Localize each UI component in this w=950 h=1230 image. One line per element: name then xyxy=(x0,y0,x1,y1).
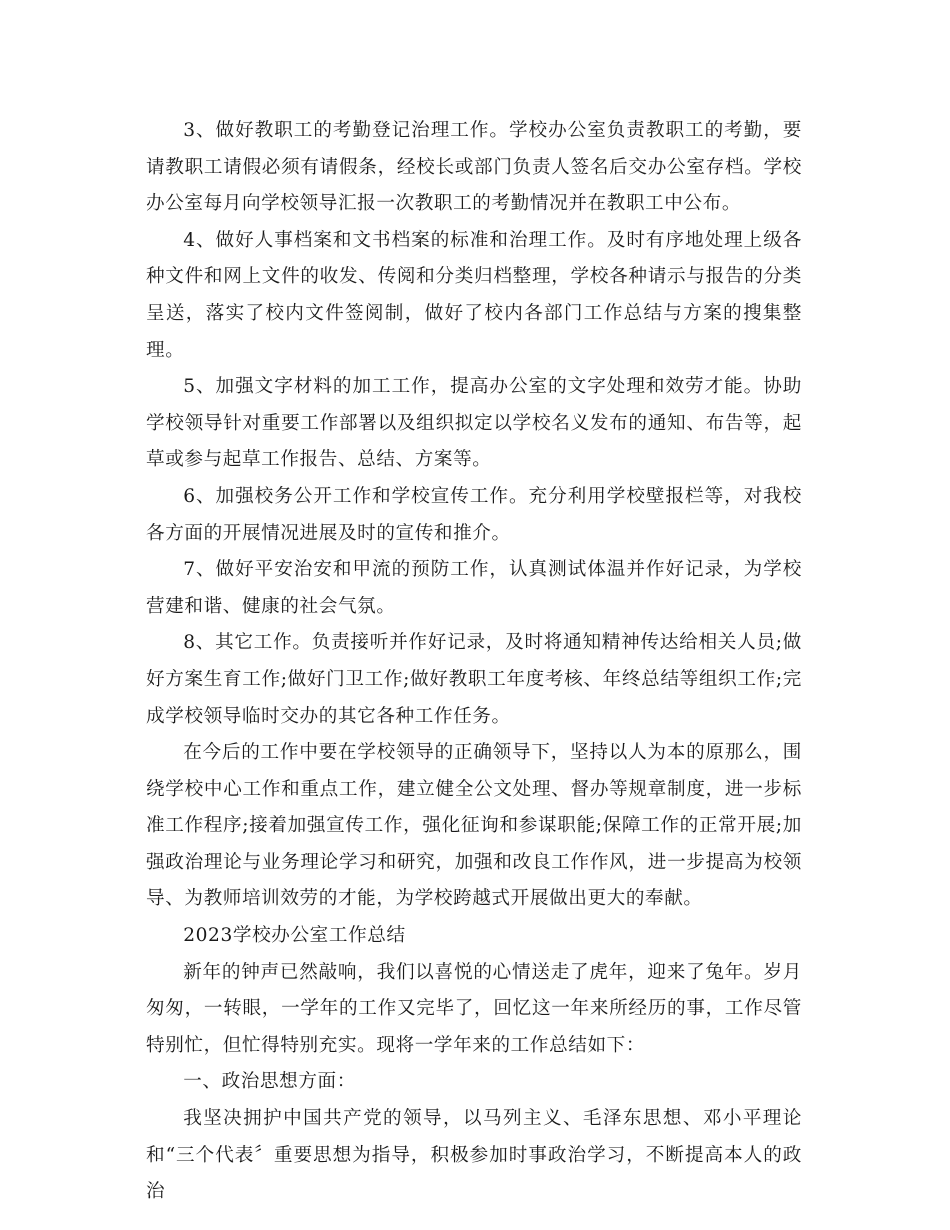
paragraph-other-work: 8、其它工作。负责接听并作好记录，及时将通知精神传达给相关人员;做好方案生育工作;做好门卫工作;做好教职工年度考核、年终总结等组织工作;完成学校领导临时交办的其它各种工作任务。 xyxy=(146,632,802,727)
paragraph-new-year: 新年的钟声已然敲响，我们以喜悦的心情送走了虎年，迎来了兔年。岁月匆匆，一转眼，一学年的工作又完毕了，回忆这一年来所经历的事，工作尽管特别忙，但忙得特别充实。现将一学年来的工作总结如下： xyxy=(146,961,802,1056)
paragraph-future-work: 在今后的工作中要在学校领导的正确领导下，坚持以人为本的原那么，围绕学校中心工作和重点工作，建立健全公文处理、督办等规章制度，进一步标准工作程序;接着加强宣传工作，强化征询和参谋职能;保障工作的正常开展;加强政治理论与业务理论学习和研究，加强和改良工作作风，进一步提高为校领导、为教师培训效劳的才能，为学校跨越式开展做出更大的奉献。 xyxy=(146,742,802,910)
section-title: 2023学校办公室工作总结 xyxy=(183,925,406,947)
paragraph-publicity: 6、加强校务公开工作和学校宣传工作。充分利用学校壁报栏等，对我校各方面的开展情况进展及时的宣传和推介。 xyxy=(146,485,802,544)
section-heading-politics: 一、政治思想方面： xyxy=(183,1071,356,1093)
document-body xyxy=(146,113,802,1211)
paragraph-attendance: 3、做好教职工的考勤登记治理工作。学校办公室负责教职工的考勤，要请教职工请假必须有请假条，经校长或部门负责人签名后交办公室存档。学校办公室每月向学校领导汇报一次教职工的考勤情况并在教职工中公布。 xyxy=(146,120,802,215)
paragraph-politics: 我坚决拥护中国共产党的领导，以马列主义、毛泽东思想、邓小平理论和“三个代表〞重要思想为指导，积极参加时事政治学习，不断提高本人的政治 xyxy=(146,1108,802,1203)
paragraph-archives: 4、做好人事档案和文书档案的标准和治理工作。及时有序地处理上级各种文件和网上文件的收发、传阅和分类归档整理，学校各种请示与报告的分类呈送，落实了校内文件签阅制，做好了校内各部门工作总结与方案的搜集整理。 xyxy=(146,229,802,361)
paragraph-safety: 7、做好平安治安和甲流的预防工作，认真测试体温并作好记录，为学校营建和谐、健康的社会气氛。 xyxy=(146,559,802,617)
paragraph-writing: 5、加强文字材料的加工工作，提高办公室的文字处理和效劳才能。协助学校领导针对重要工作部署以及组织拟定以学校名义发布的通知、布告等，起草或参与起草工作报告、总结、方案等。 xyxy=(146,376,802,471)
